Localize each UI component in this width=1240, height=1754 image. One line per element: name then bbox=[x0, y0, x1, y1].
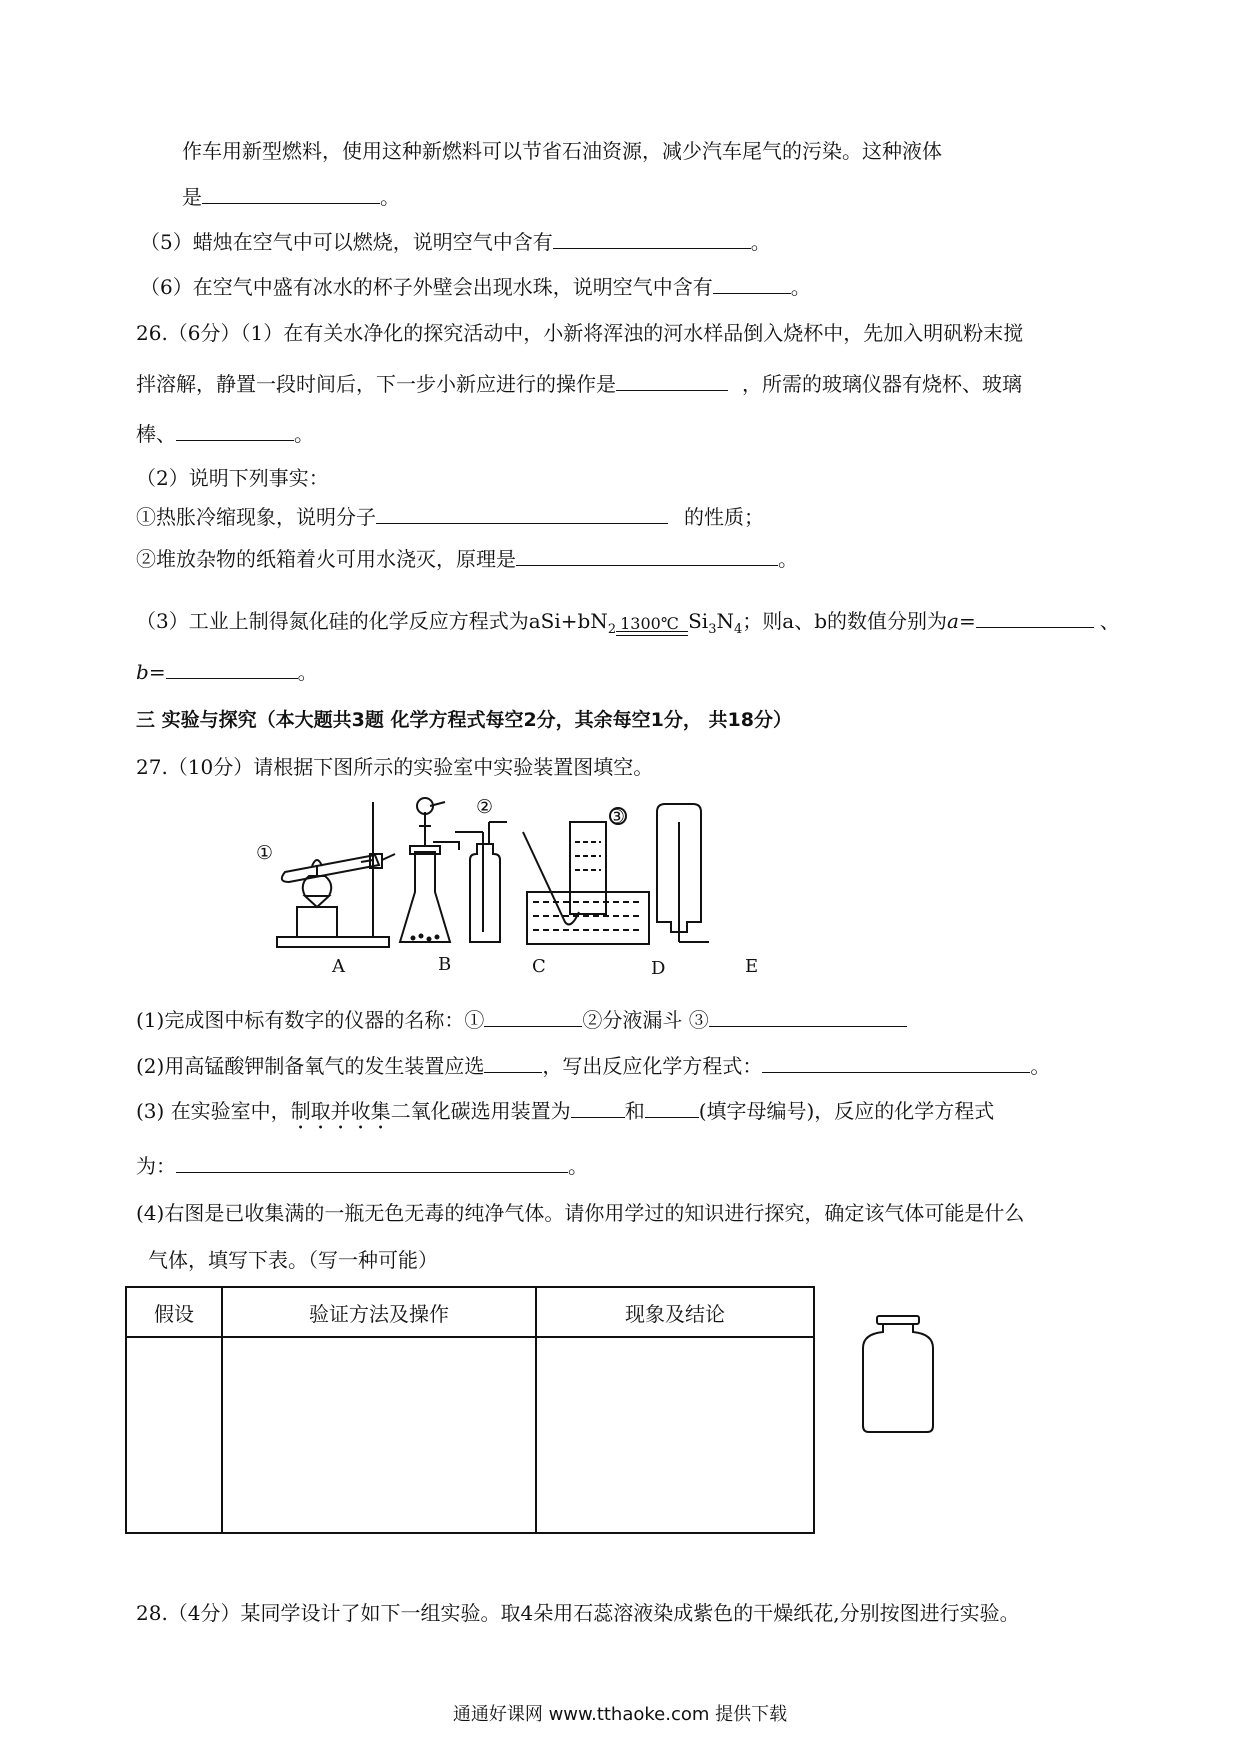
table-header-row bbox=[126, 1287, 814, 1337]
page-footer: 通通好课网 www.tthaoke.com 提供下载 bbox=[452, 1704, 788, 1725]
q27-part4-line1: (4)右图是已收集满的一瓶无色无毒的纯净气体。请你用学过的知识进行探究，确定该气体可能是什么 bbox=[136, 1201, 1025, 1225]
q26-molecule-blank[interactable] bbox=[376, 501, 668, 524]
label-e: E bbox=[745, 956, 759, 977]
header-conclusion: 现象及结论 bbox=[536, 1287, 814, 1337]
q25-line1: 作车用新型燃料，使用这种新燃料可以节省石油资源，减少汽车尾气的污染。这种液体 bbox=[182, 139, 942, 163]
q27-co2-device1-blank[interactable] bbox=[571, 1095, 625, 1118]
q26-part2-head: （2）说明下列事实： bbox=[136, 466, 329, 490]
q26-part3: （3）工业上制得氮化硅的化学反应方程式为$aSi+bN_2$ 1300℃ $Si_3N_4$；则a、b的数值分别为a= 、 bbox=[136, 605, 1120, 645]
q26-principle-blank[interactable] bbox=[516, 543, 778, 566]
experiment-table bbox=[125, 1286, 815, 1534]
q25-part6: （6）在空气中盛有冰水的杯子外壁会出现水珠，说明空气中含有 。 bbox=[140, 271, 811, 302]
q27-instrument3-blank[interactable] bbox=[709, 1004, 907, 1027]
marker-3: ③ bbox=[608, 806, 626, 828]
q25-part5-blank[interactable] bbox=[553, 226, 751, 249]
header-hypothesis: 假设 bbox=[126, 1287, 222, 1337]
cell-method[interactable] bbox=[222, 1337, 536, 1533]
marker-1: ① bbox=[256, 842, 274, 864]
q26-line3: 棒、 。 bbox=[136, 418, 314, 449]
apparatus-b bbox=[400, 798, 459, 942]
marker-2: ② bbox=[476, 796, 494, 818]
label-b: B bbox=[438, 954, 452, 975]
q27-part2: (2)用高锰酸钾制备氧气的发生装置应选 ，写出反应化学方程式： 。 bbox=[136, 1050, 1050, 1081]
q27-instrument1-blank[interactable] bbox=[484, 1004, 582, 1027]
q26-a-blank[interactable] bbox=[976, 605, 1094, 628]
apparatus-c bbox=[455, 822, 507, 942]
q26-part2-2: ②堆放杂物的纸箱着火可用水浇灭，原理是 。 bbox=[136, 543, 798, 574]
q26-line1: 26.（6分）（1）在有关水净化的探究活动中，小新将浑浊的河水样品倒入烧杯中，先加入明矾粉末搅 bbox=[136, 321, 1024, 345]
q25-part5: （5）蜡烛在空气中可以燃烧，说明空气中含有 。 bbox=[140, 226, 771, 257]
q25-line2: 是 。 bbox=[182, 181, 400, 212]
table-row bbox=[126, 1337, 814, 1533]
q27-co2-device2-blank[interactable] bbox=[645, 1095, 699, 1118]
q26-line2: 拌溶解，静置一段时间后，下一步小新应进行的操作是 ，所需的玻璃仪器有烧杯、玻璃 bbox=[136, 368, 1022, 399]
reaction-condition-arrow: 1300℃ bbox=[616, 615, 688, 645]
cell-conclusion[interactable] bbox=[536, 1337, 814, 1533]
q27-co2-equation-blank[interactable] bbox=[176, 1150, 568, 1173]
label-c: C bbox=[532, 956, 546, 977]
q27-part1: (1)完成图中标有数字的仪器的名称：① ②分液漏斗 ③ bbox=[136, 1004, 907, 1035]
apparatus-e bbox=[657, 804, 709, 942]
label-d: D bbox=[651, 958, 666, 979]
q28-line1: 28.（4分）某同学设计了如下一组实验。取4朵用石蕊溶液染成紫色的干燥纸花,分别按图进行实验。 bbox=[136, 1601, 1020, 1625]
q26-operation-blank[interactable] bbox=[616, 368, 728, 391]
q26-glassware-blank[interactable] bbox=[176, 418, 294, 441]
apparatus-d bbox=[523, 808, 649, 944]
q26-part2-1: ①热胀冷缩现象，说明分子 的性质； bbox=[136, 501, 764, 532]
q27-equation-blank[interactable] bbox=[762, 1050, 1030, 1073]
label-a: A bbox=[332, 956, 345, 977]
q26-part3-b: b= 。 bbox=[136, 656, 318, 687]
cell-hypothesis[interactable] bbox=[126, 1337, 222, 1533]
q27-part4-line2: 气体，填写下表。（写一种可能） bbox=[148, 1248, 438, 1272]
q27-intro: 27.（10分）请根据下图所示的实验室中实验装置图填空。 bbox=[136, 755, 654, 779]
q26-b-blank[interactable] bbox=[166, 656, 298, 679]
section3-title: 三 实验与探究（本大题共3题 化学方程式每空2分，其余每空1分， 共18分） bbox=[136, 709, 792, 731]
apparatus-a bbox=[277, 802, 395, 947]
q27-device-blank[interactable] bbox=[484, 1050, 542, 1073]
q25-part6-blank[interactable] bbox=[713, 271, 791, 294]
gas-bottle-illustration bbox=[855, 1310, 945, 1438]
q25-answer-blank[interactable] bbox=[202, 181, 380, 204]
q27-part3: (3) 在实验室中，制取并收集二氧化碳选用装置为 和 (填字母编号)，反应的化学方程式 bbox=[136, 1095, 994, 1134]
q27-part3-line2: 为： 。 bbox=[136, 1150, 588, 1181]
header-method: 验证方法及操作 bbox=[222, 1287, 536, 1337]
